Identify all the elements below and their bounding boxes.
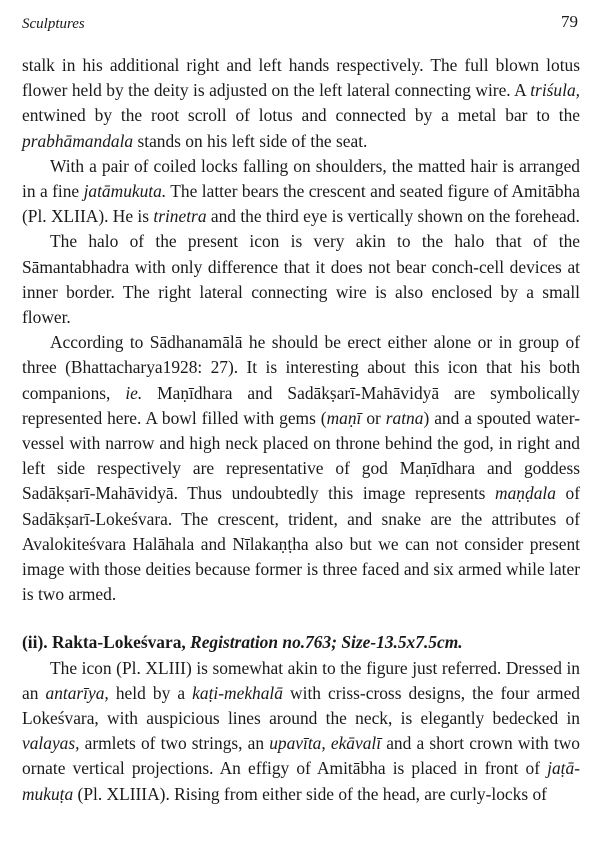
italic-term: ratna: [385, 407, 424, 428]
page-number: 79: [561, 12, 578, 31]
italic-term: triśula,: [530, 80, 580, 101]
paragraph-4: According to Sādhanamālā he should be erect either alone or in group of three (Bhattacharya1928: 27). It is interesting about this icon that his both companions, ie. Maṇīdhara and Sadākṣarī-Mahāvidyā are symbolically represented here. A bowl filled with gems (maṇī or ratna) and a spouted water-vessel with narrow and high neck placed on throne behind the god, in right and left side respectively are representative of god Maṇīdhara and goddess Sadākṣarī-Mahāvidyā. Thus undoubtedly this image represents maṇḍala of Sadākṣarī-Lokeśvara. The crescent, trident, and snake are the attributes of Avalokiteśvara Halāhala and Nīlakaṇṭha also but we can not consider present image with those deities because former is three faced and six armed while later is two armed.: [22, 332, 581, 605]
italic-term: kaṭi-mekhalā: [192, 682, 283, 703]
italic-term: ie.: [125, 382, 143, 403]
italic-term: maṇī: [326, 407, 362, 428]
body-text: [22, 53, 580, 807]
paragraph-2: With a pair of coiled locks falling on shoulders, the matted hair is arranged in a fine jatāmukuta. The latter bears the crescent and seated figure of Amitābha (Pl. XLIIA). He is trinetra and the third eye is vertically shown on the forehead.: [22, 155, 581, 227]
italic-term: antarīya,: [45, 682, 109, 703]
section-title: (ii). Rakta-Lokeśvara,: [22, 632, 186, 653]
italic-term: maṇḍala: [495, 483, 556, 504]
italic-term: trinetra: [153, 206, 207, 227]
paragraph-1: stalk in his additional right and left hands respectively. The full blown lotus flower held by the deity is adjusted on the left lateral connecting wire. A triśula, entwined by the root scroll of lotus and connected by a metal bar to the prabhāmandala stands on his left side of the seat.: [22, 55, 580, 151]
italic-term: valayas,: [22, 733, 80, 754]
running-head: Sculptures: [22, 16, 85, 32]
italic-term: prabhāmandala: [22, 130, 134, 151]
italic-term: jaṭā-mukuṭa: [22, 758, 580, 804]
section-heading: [22, 630, 580, 655]
paragraph-5: The icon (Pl. XLIII) is somewhat akin to the figure just referred. Dressed in an antarīya, held by a kaṭi-mekhalā with criss-cross designs, the four armed Lokeśvara, with auspicious lines around the neck, is elegantly bedecked in valayas, armlets of two strings, an upavīta, ekāvalī and a short crown with two ornate vertical projections. An effigy of Amitābha is placed in front of jaṭā-mukuṭa (Pl. XLIIIA). Rising from either side of the head, are curly-locks of: [22, 657, 580, 804]
italic-term: jatāmukuta.: [83, 181, 167, 202]
italic-term: upavīta, ekāvalī: [269, 733, 382, 754]
section-details: Registration no.763; Size-13.5x7.5cm.: [185, 632, 463, 653]
paragraph-3: The halo of the present icon is very akin to the halo that of the Sāmantabhadra with only difference that it does not bear conch-cell devices at inner border. The right lateral connecting wire is also enclosed by a small flower.: [22, 231, 580, 328]
